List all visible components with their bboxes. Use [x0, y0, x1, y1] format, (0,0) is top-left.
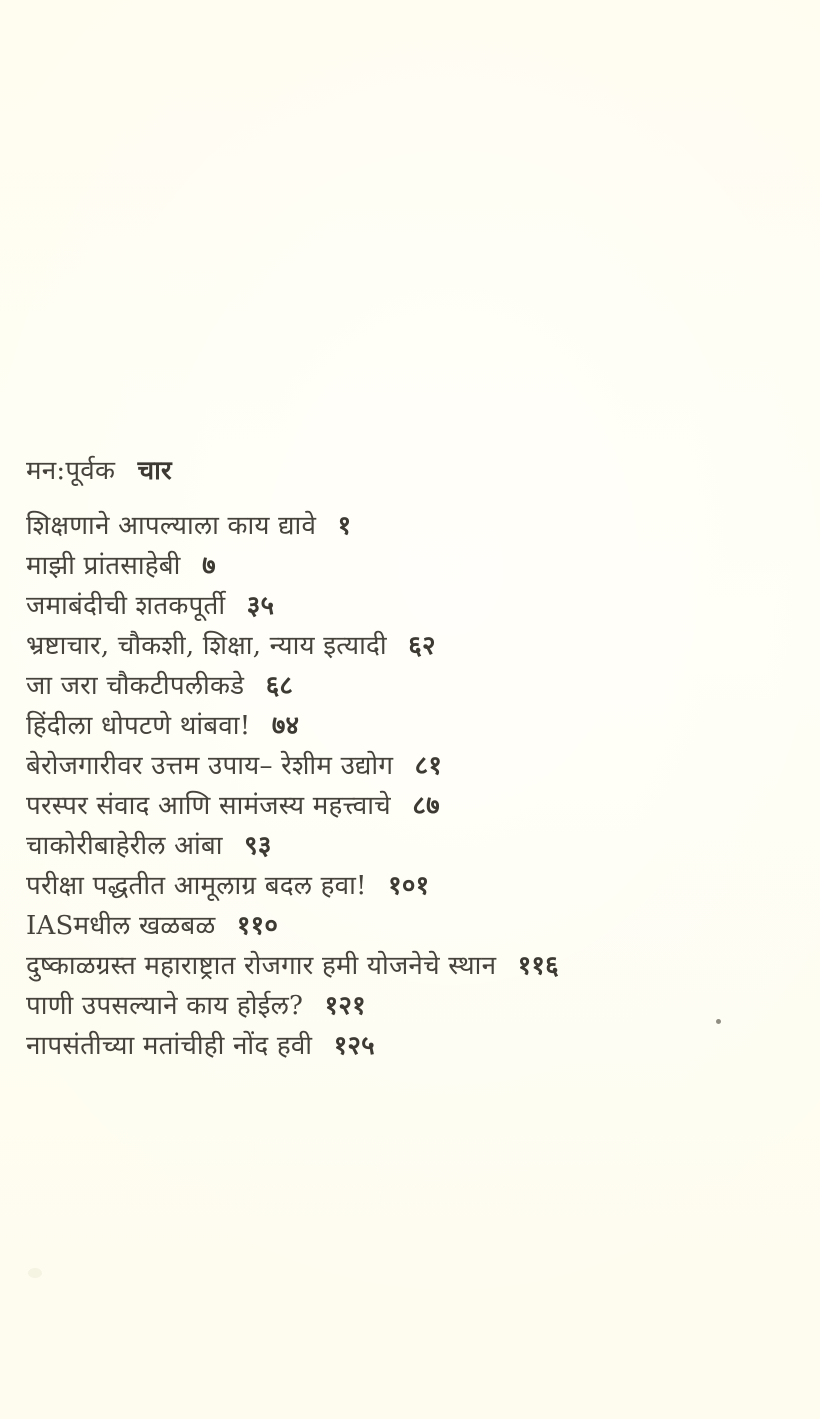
toc-entry-title: IASमधील खळबळ: [26, 911, 216, 941]
toc-list: [26, 506, 766, 1066]
toc-entry-page-number: १०१: [388, 871, 430, 901]
toc-entry-title: पाणी उपसल्याने काय होईल?: [26, 991, 304, 1021]
table-of-contents: [26, 452, 766, 1066]
toc-entry-title: जा जरा चौकटीपलीकडे: [26, 671, 245, 701]
toc-entry: [26, 626, 766, 666]
scan-speck: [716, 1019, 721, 1024]
toc-entry-title: शिक्षणाने आपल्याला काय द्यावे: [26, 511, 317, 541]
toc-entry: [26, 506, 766, 546]
toc-entry: [26, 546, 766, 586]
toc-entry-page-number: ३५: [246, 591, 275, 621]
toc-entry: [26, 746, 766, 786]
toc-entry-page-number: ७४: [271, 711, 300, 741]
scan-smudge: [28, 1268, 42, 1278]
toc-entry-page-number: १२५: [333, 1031, 375, 1061]
toc-entry-page-number: ११०: [236, 911, 279, 941]
toc-entry-page-number: ६२: [408, 631, 436, 661]
toc-entry-title: परीक्षा पद्धतीत आमूलाग्र बदल हवा!: [26, 871, 367, 901]
toc-entry-page-number: ११६: [517, 951, 559, 981]
toc-entry: [26, 786, 766, 826]
toc-entry: [26, 946, 766, 986]
toc-entry-page-number: १: [337, 511, 352, 541]
toc-entry-title: हिंदीला धोपटणे थांबवा!: [26, 711, 251, 741]
toc-entry-title: बेरोजगारीवर उत्तम उपाय– रेशीम उद्योग: [26, 751, 394, 781]
toc-entry-page-number: ८७: [412, 791, 440, 821]
toc-entry: [26, 706, 766, 746]
toc-entry-title: चाकोरीबाहेरील आंबा: [26, 831, 223, 861]
toc-entry-title: माझी प्रांतसाहेबी: [26, 551, 181, 581]
toc-header-page-number: चार: [137, 456, 172, 486]
toc-entry-page-number: ७: [202, 551, 216, 581]
toc-entry-title: परस्पर संवाद आणि सामंजस्य महत्त्वाचे: [26, 791, 391, 821]
toc-entry-title: दुष्काळग्रस्त महाराष्ट्रात रोजगार हमी योजनेचे स्थान: [26, 951, 497, 981]
toc-entry: [26, 1026, 766, 1066]
toc-entry-page-number: ९३: [244, 831, 272, 861]
toc-entry: [26, 586, 766, 626]
toc-entry: [26, 986, 766, 1026]
toc-entry: [26, 666, 766, 706]
toc-entry: [26, 906, 766, 946]
toc-entry-page-number: १२१: [324, 991, 366, 1021]
toc-entry: [26, 826, 766, 866]
toc-entry-title: भ्रष्टाचार, चौकशी, शिक्षा, न्याय इत्यादी: [26, 631, 387, 661]
toc-header-row: [26, 452, 766, 490]
toc-entry-title: जमाबंदीची शतकपूर्ती: [26, 591, 226, 621]
toc-entry: [26, 866, 766, 906]
toc-entry-page-number: ६८: [265, 671, 294, 701]
toc-entry-title: नापसंतीच्या मतांचीही नोंद हवी: [26, 1031, 313, 1061]
toc-entry-page-number: ८१: [414, 751, 443, 781]
toc-header-title: मन:पूर्वक: [26, 456, 116, 486]
